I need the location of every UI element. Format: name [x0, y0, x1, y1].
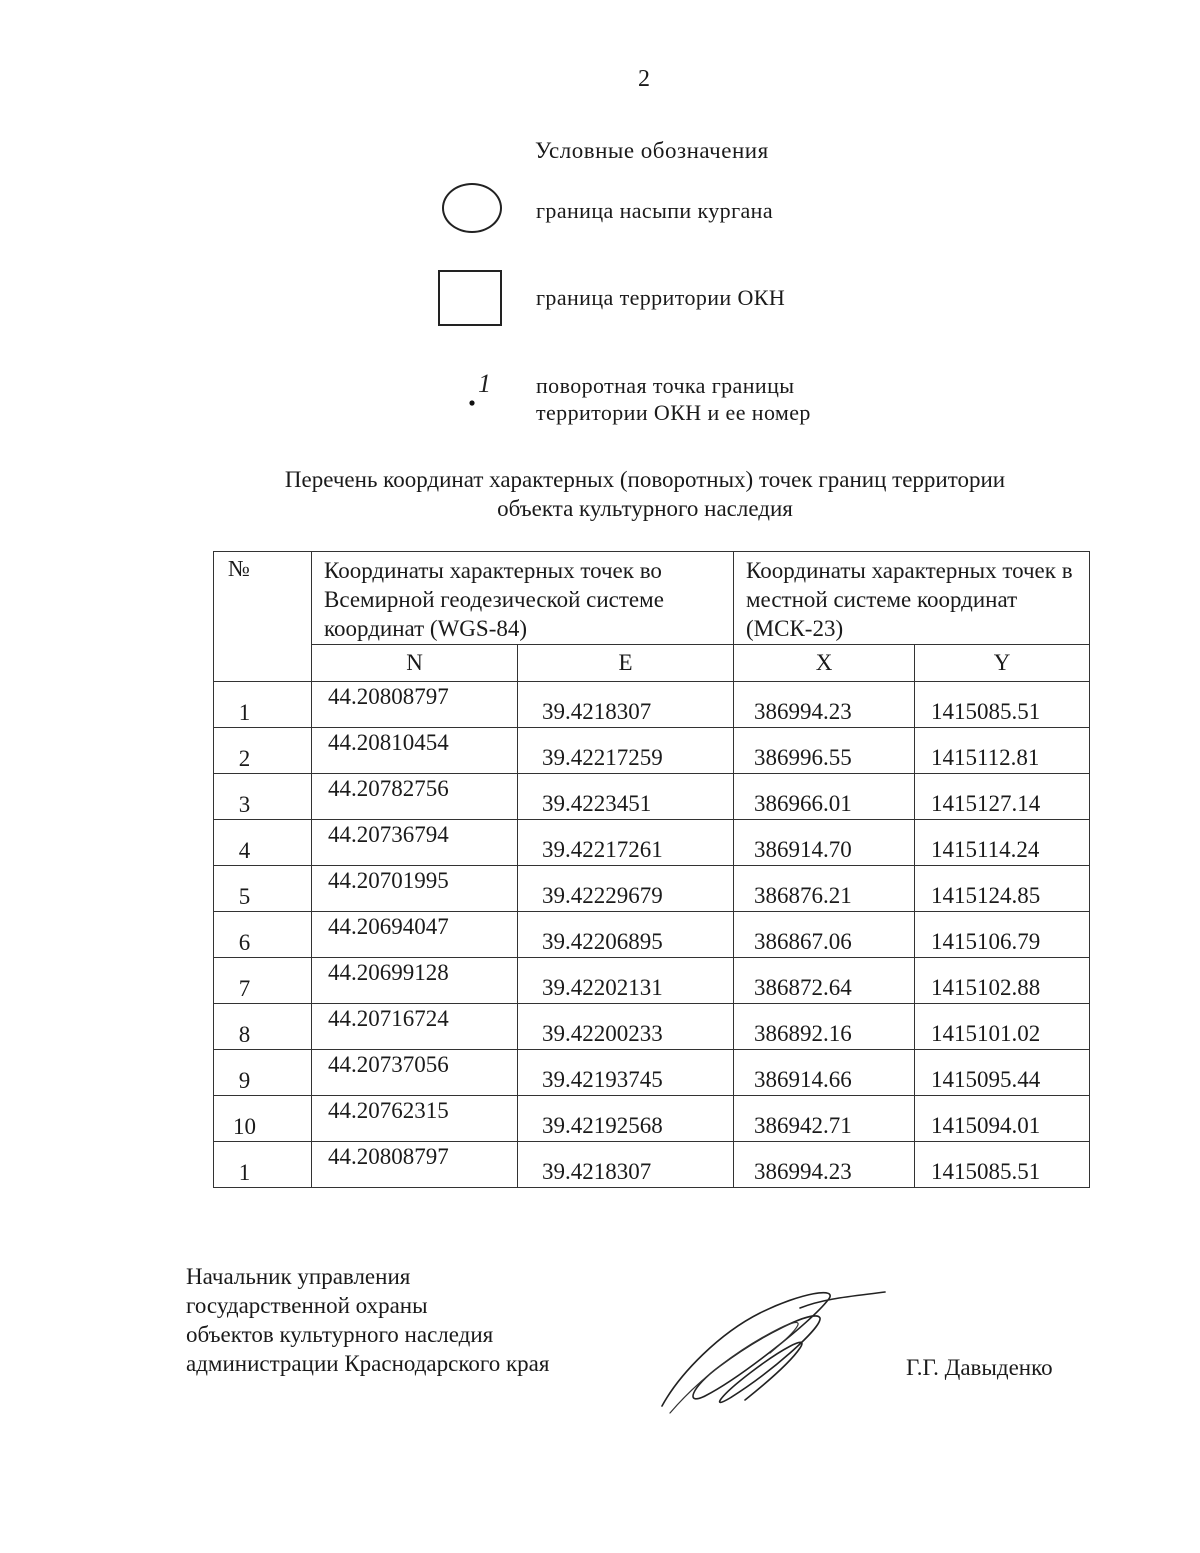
y-coordinate-cell [915, 1142, 1090, 1188]
table-title-line: Перечень координат характерных (поворотных) точек границ территории [284, 467, 1006, 492]
row-number-cell [214, 1050, 312, 1096]
e-coordinate-cell [518, 728, 734, 774]
n-coordinate-cell [312, 1050, 518, 1096]
header-e: E [518, 645, 734, 682]
handwritten-signature [650, 1278, 890, 1418]
row-number-cell [214, 1142, 312, 1188]
row-number: 5 [238, 884, 251, 909]
table-row [214, 682, 1090, 728]
y-coordinate: 1415114.24 [931, 837, 1040, 862]
e-coordinate-cell [518, 774, 734, 820]
legend-label: граница территории ОКН [536, 285, 786, 310]
row-number: 3 [238, 792, 251, 817]
e-coordinate: 39.4218307 [542, 1159, 652, 1184]
x-coordinate-cell [734, 912, 915, 958]
header-msk23: Координаты характерных точек в местной системе координат (МСК-23) [734, 552, 1090, 645]
table-row [214, 1096, 1090, 1142]
row-number: 9 [238, 1068, 251, 1093]
e-coordinate-cell [518, 682, 734, 728]
n-coordinate-cell [312, 1096, 518, 1142]
table-row [214, 958, 1090, 1004]
e-coordinate: 39.4223451 [542, 791, 652, 816]
e-coordinate: 39.42192568 [542, 1113, 663, 1138]
row-number-cell [214, 820, 312, 866]
n-coordinate-cell [312, 1004, 518, 1050]
e-coordinate-cell [518, 820, 734, 866]
y-coordinate: 1415127.14 [931, 791, 1041, 816]
row-number: 10 [233, 1114, 256, 1139]
legend-label-line: поворотная точка границы [536, 373, 795, 398]
signatory-name: Г.Г. Давыденко [906, 1355, 1053, 1380]
y-coordinate-cell [915, 1050, 1090, 1096]
row-number: 1 [238, 1160, 251, 1185]
position-line: государственной охраны [186, 1293, 428, 1318]
n-coordinate: 44.20699128 [328, 960, 449, 985]
x-coordinate-cell [734, 728, 915, 774]
e-coordinate: 39.4218307 [542, 699, 652, 724]
header-x: X [734, 645, 915, 682]
y-coordinate-cell [915, 774, 1090, 820]
legend-label: граница насыпи кургана [536, 198, 774, 223]
n-coordinate: 44.20737056 [328, 1052, 449, 1077]
x-coordinate: 386914.70 [754, 837, 852, 862]
y-coordinate: 1415085.51 [931, 1159, 1041, 1184]
e-coordinate-cell [518, 1050, 734, 1096]
y-coordinate-cell [915, 820, 1090, 866]
n-coordinate: 44.20810454 [328, 730, 449, 755]
table-row [214, 1004, 1090, 1050]
x-coordinate: 386996.55 [754, 745, 852, 770]
e-coordinate-cell [518, 1096, 734, 1142]
n-coordinate-cell [312, 958, 518, 1004]
y-coordinate: 1415102.88 [931, 975, 1041, 1000]
position-line: администрации Краснодарского края [186, 1351, 550, 1376]
x-coordinate: 386994.23 [754, 1159, 852, 1184]
n-coordinate: 44.20701995 [328, 868, 449, 893]
x-coordinate-cell [734, 1050, 915, 1096]
y-coordinate: 1415106.79 [931, 929, 1041, 954]
y-coordinate-cell [915, 728, 1090, 774]
x-coordinate: 386966.01 [754, 791, 852, 816]
y-coordinate-cell [915, 682, 1090, 728]
table-row [214, 728, 1090, 774]
table-row [214, 1142, 1090, 1188]
x-coordinate: 386892.16 [754, 1021, 852, 1046]
n-coordinate: 44.20694047 [328, 914, 449, 939]
row-number-cell [214, 774, 312, 820]
header-n: N [312, 645, 518, 682]
row-number-cell [214, 912, 312, 958]
y-coordinate-cell [915, 1004, 1090, 1050]
square-icon [438, 270, 502, 326]
row-number-cell [214, 682, 312, 728]
row-number: 8 [238, 1022, 251, 1047]
row-number-cell [214, 958, 312, 1004]
e-coordinate-cell [518, 866, 734, 912]
e-coordinate-cell [518, 958, 734, 1004]
n-coordinate-cell [312, 1142, 518, 1188]
y-coordinate: 1415094.01 [931, 1113, 1041, 1138]
n-coordinate-cell [312, 912, 518, 958]
e-coordinate: 39.42229679 [542, 883, 663, 908]
row-number-cell [214, 866, 312, 912]
e-coordinate: 39.42217259 [542, 745, 663, 770]
y-coordinate: 1415112.81 [931, 745, 1040, 770]
y-coordinate: 1415101.02 [931, 1021, 1041, 1046]
x-coordinate: 386914.66 [754, 1067, 852, 1092]
page-number: 2 [638, 66, 650, 92]
x-coordinate: 386994.23 [754, 699, 852, 724]
x-coordinate: 386872.64 [754, 975, 852, 1000]
e-coordinate: 39.42202131 [542, 975, 663, 1000]
n-coordinate-cell [312, 820, 518, 866]
n-coordinate-cell [312, 682, 518, 728]
x-coordinate-cell [734, 1142, 915, 1188]
y-coordinate-cell [915, 866, 1090, 912]
x-coordinate-cell [734, 958, 915, 1004]
e-coordinate-cell [518, 1142, 734, 1188]
coordinates-body [214, 682, 1090, 1188]
circle-icon [442, 183, 502, 233]
n-coordinate: 44.20808797 [328, 1144, 449, 1169]
turning-point-marker: 1 [478, 370, 492, 398]
x-coordinate-cell [734, 820, 915, 866]
n-coordinate: 44.20808797 [328, 684, 449, 709]
table-title [195, 465, 1095, 523]
n-coordinate-cell [312, 728, 518, 774]
x-coordinate-cell [734, 682, 915, 728]
legend-title: Условные обозначения [535, 138, 769, 163]
position-line: объектов культурного наследия [186, 1322, 494, 1347]
e-coordinate-cell [518, 1004, 734, 1050]
header-number: № [214, 552, 312, 682]
x-coordinate: 386867.06 [754, 929, 852, 954]
x-coordinate-cell [734, 774, 915, 820]
e-coordinate-cell [518, 912, 734, 958]
y-coordinate-cell [915, 1096, 1090, 1142]
turning-point-icon [458, 370, 498, 410]
x-coordinate: 386942.71 [754, 1113, 852, 1138]
header-wgs84: Координаты характерных точек во Всемирной геодезической системе координат (WGS-84) [312, 552, 734, 645]
row-number: 1 [238, 700, 251, 725]
y-coordinate-cell [915, 912, 1090, 958]
table-row [214, 774, 1090, 820]
table-row [214, 820, 1090, 866]
x-coordinate-cell [734, 866, 915, 912]
header-y: Y [915, 645, 1090, 682]
y-coordinate-cell [915, 958, 1090, 1004]
legend-label-line: территории ОКН и ее номер [536, 400, 811, 425]
legend-label [536, 372, 811, 426]
row-number: 7 [238, 976, 251, 1001]
table-row [214, 912, 1090, 958]
coordinates-table [213, 551, 1090, 1188]
e-coordinate: 39.42206895 [542, 929, 663, 954]
x-coordinate: 386876.21 [754, 883, 852, 908]
n-coordinate-cell [312, 866, 518, 912]
table-row [214, 866, 1090, 912]
n-coordinate: 44.20736794 [328, 822, 449, 847]
y-coordinate: 1415085.51 [931, 699, 1041, 724]
row-number: 4 [238, 838, 251, 863]
signature-position [186, 1262, 549, 1378]
row-number-cell [214, 728, 312, 774]
row-number-cell [214, 1004, 312, 1050]
y-coordinate: 1415095.44 [931, 1067, 1041, 1092]
n-coordinate: 44.20716724 [328, 1006, 449, 1031]
y-coordinate: 1415124.85 [931, 883, 1041, 908]
table-row [214, 1050, 1090, 1096]
e-coordinate: 39.42193745 [542, 1067, 663, 1092]
row-number-cell [214, 1096, 312, 1142]
position-line: Начальник управления [186, 1264, 411, 1289]
n-coordinate: 44.20782756 [328, 776, 449, 801]
n-coordinate: 44.20762315 [328, 1098, 449, 1123]
n-coordinate-cell [312, 774, 518, 820]
x-coordinate-cell [734, 1004, 915, 1050]
row-number: 2 [238, 746, 251, 771]
e-coordinate: 39.42217261 [542, 837, 663, 862]
table-title-line: объекта культурного наследия [497, 496, 793, 521]
x-coordinate-cell [734, 1096, 915, 1142]
e-coordinate: 39.42200233 [542, 1021, 663, 1046]
row-number: 6 [238, 930, 251, 955]
